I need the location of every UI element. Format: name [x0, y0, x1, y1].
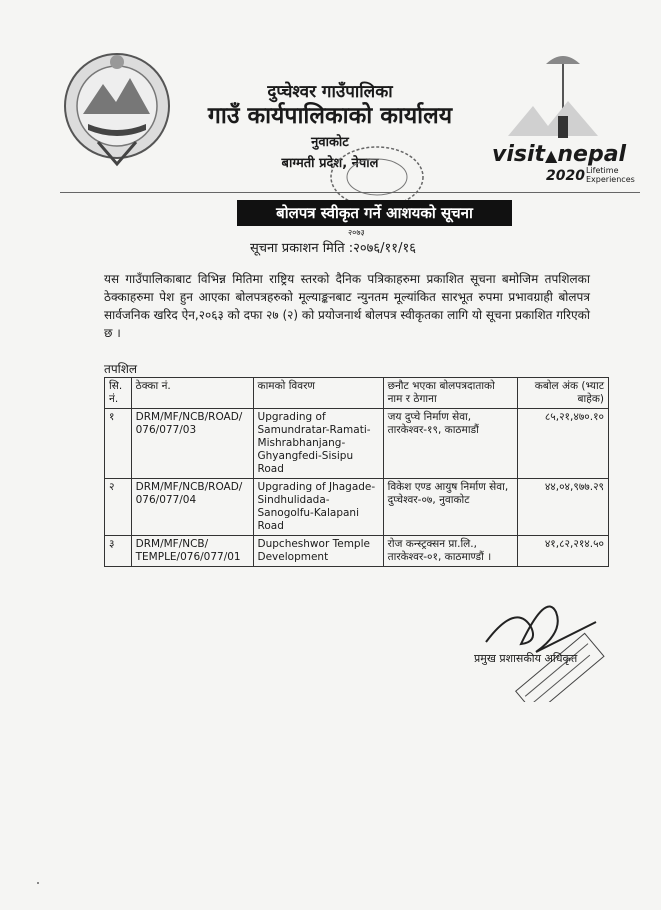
municipality-name: दुप्चेश्वर गाउँपालिका — [267, 82, 393, 102]
cell-sn: १ — [105, 409, 132, 479]
table-row — [105, 479, 609, 536]
cell-contract-no: DRM/MF/NCB/ROAD/ 076/077/04 — [131, 479, 253, 536]
nepal-word: nepal — [557, 142, 627, 167]
logo-tagline-2: Experiences — [586, 175, 635, 184]
header-sn: सि. नं. — [105, 378, 132, 409]
cell-sn: ३ — [105, 536, 132, 567]
cell-bid-amount: ४४,०४,९७७.२९ — [517, 479, 608, 536]
cell-bidder: रोज कन्स्ट्रक्सन प्रा.लि., तारकेश्वर-०१, काठमाण्डौं । — [383, 536, 517, 567]
cell-bid-amount: ८५,२१,४७०.१० — [517, 409, 608, 479]
cell-contract-no: DRM/MF/NCB/ TEMPLE/076/077/01 — [131, 536, 253, 567]
signature — [476, 582, 606, 702]
district-name: नुवाकोट — [311, 135, 349, 150]
cell-bid-amount: ४१,८२,२१४.५० — [517, 536, 608, 567]
notice-number: २०७३ — [348, 228, 365, 237]
table-row — [105, 409, 609, 479]
contracts-table — [104, 377, 609, 567]
cell-contract-no: DRM/MF/NCB/ROAD/ 076/077/03 — [131, 409, 253, 479]
visit-word: visit — [492, 142, 546, 167]
cell-work-description: Upgrading of Jhagade-Sindhulidada-Sanogolfu-Kalapani Road — [253, 479, 383, 536]
scan-speck — [37, 882, 39, 884]
cell-bidder: जय दुप्चे निर्माण सेवा, तारकेश्वर-१९, काठमाडौं — [383, 409, 517, 479]
notice-body: यस गाउँपालिकाबाट विभिन्न मितिमा राष्ट्रिय स्तरको दैनिक पत्रिकाहरुमा प्रकाशित सूचना बमोजिम तपशिलका ठेक्काहरुमा पेश हुन आएका बोलपत्रहरुको मूल्याङ्कनबाट न्युनतम मूल्यांकित सारभूत रुपमा प्रभावग्राही बोलपत्र सार्वजनिक खरिद ऐन,२०६३ को दफा २७ (२) को प्रयोजनार्थ बोलपत्र स्वीकृतका लागि यो सूचना प्रकाशित गरिएको छ । — [104, 272, 591, 340]
header-bid-amount: कबोल अंक (भ्याट बाहेक) — [517, 378, 608, 409]
province-name: बाग्मती प्रदेश, नेपाल — [281, 156, 379, 171]
table-header-row — [105, 378, 609, 409]
header-contract-no: ठेक्का नं. — [131, 378, 253, 409]
cell-bidder: विकेश एण्ड आयुष निर्माण सेवा, दुप्चेश्वर-०७, नुवाकोट — [383, 479, 517, 536]
logo-tagline-1: Lifetime — [586, 166, 619, 175]
cell-work-description: Upgrading of Samundratar-Ramati-Mishrabhanjang-Ghyangfedi-Sisipu Road — [253, 409, 383, 479]
cell-work-description: Dupcheshwor Temple Development — [253, 536, 383, 567]
notice-title: बोलपत्र स्वीकृत गर्ने आशयको सूचना — [237, 200, 512, 226]
publish-date: सूचना प्रकाशन मिति :२०७६/११/१६ — [250, 241, 416, 256]
signatory-title: प्रमुख प्रशासकीय अधिकृत — [474, 652, 578, 665]
table-label: तपशिल — [104, 362, 138, 376]
logo-year: 2020 — [546, 168, 585, 184]
header-divider — [60, 192, 640, 193]
header-work-description: कामको विवरण — [253, 378, 383, 409]
office-name: गाउँ कार्यपालिकाको कार्यालय — [207, 103, 453, 129]
table-row — [105, 536, 609, 567]
nepal-emblem-icon — [58, 44, 176, 174]
cell-sn: २ — [105, 479, 132, 536]
visit-nepal-logo: visit▲nepal 2020 Lifetime Experiences — [478, 46, 638, 196]
header-bidder: छनौट भएका बोलपत्रदाताको नाम र ठेगाना — [383, 378, 517, 409]
